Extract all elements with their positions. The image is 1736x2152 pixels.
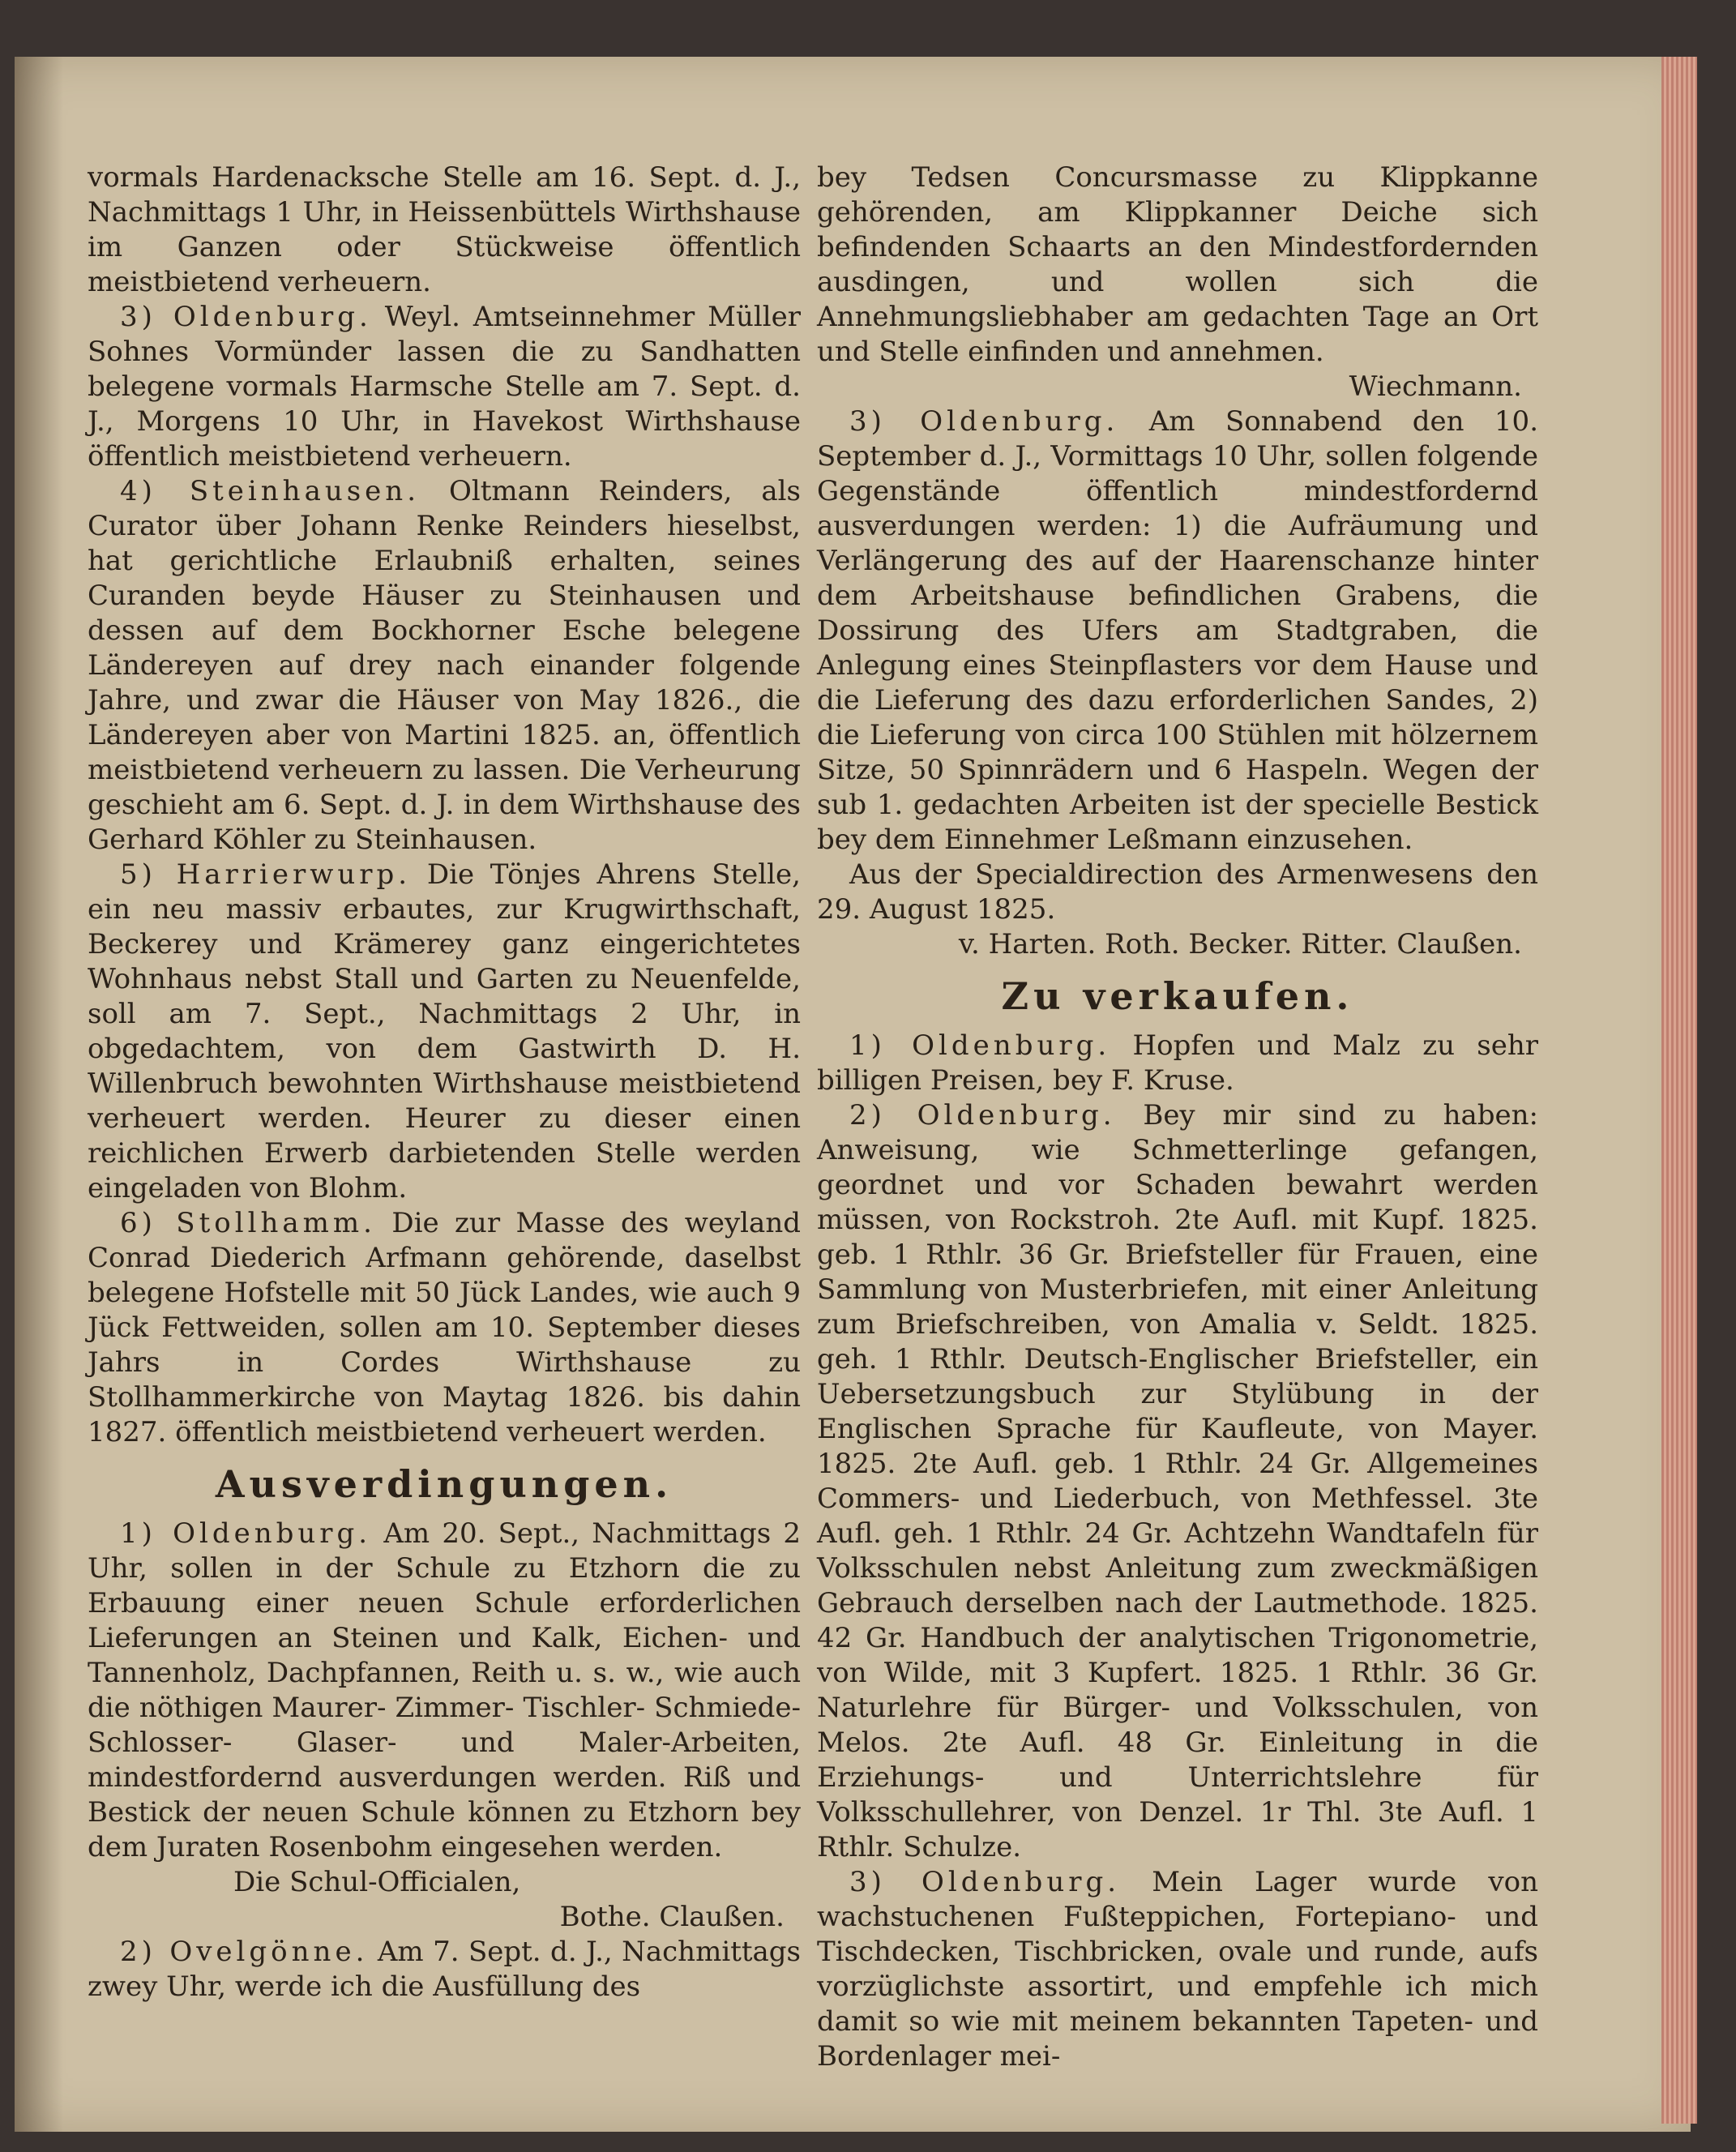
- page-gutter-shadow: [15, 57, 63, 2132]
- notice-paragraph: [88, 1517, 801, 1865]
- notice-text: Oltmann Reinders, als Curator über Johann Renke Reinders hieselbst, hat gerichtliche Erlaubniß erhalten, seines Curanden beyde Häuser zu Steinhausen und dessen auf dem Bockhorner Esche belegene Ländereyen auf drey nach einander folgende Jahre, und zwar die Häuser von May 1826., die Ländereyen aber von Martini 1825. an, öffentlich meistbietend verheuern zu lassen. Die Verheurung geschieht am 6. Sept. d. J. in dem Wirthshause des Gerhard Köhler zu Steinhausen.: [88, 475, 801, 856]
- notice-text: Mein Lager wurde von wachstuchenen Fußteppichen, Fortepiano- und Tischdecken, Tischbricken, ovale und runde, aufs vorzüglichste assortirt, und empfehle ich mich damit so wie mit meinem bekannten Tapeten- und Bordenlager mei-: [817, 1866, 1538, 2073]
- notice-text: Am 7. Sept. d. J., Nachmittags zwey Uhr, werde ich die Ausfüllung des: [88, 1936, 802, 2003]
- right-column: [817, 160, 1538, 2074]
- notice-paragraph: [88, 1935, 801, 2004]
- paragraph: Aus der Specialdirection des Armenwesens den 29. August 1825.: [817, 858, 1538, 926]
- signature-names: Bothe. Claußen.: [559, 1901, 785, 1933]
- notice-paragraph: [88, 1206, 801, 1450]
- notice-text: Die Tönjes Ahrens Stelle, ein neu massiv erbautes, zur Krugwirthschaft, Beckerey und Krämerey ganz eingerichtetes Wohnhaus nebst Stall und Garten zu Neuenfelde, soll am 7. Sept., Nachmittags 2 Uhr, in obgedachtem, von dem Gastwirth D. H. Willenbruch bewohnten Wirthshause meistbietend verheuert werden. Heurer zu dieser einen reichlichen Erwerb darbietenden Stelle werden eingeladen von Blohm.: [88, 858, 801, 1204]
- notice-text: Am Sonnabend den 10. September d. J., Vormittags 10 Uhr, sollen folgende Gegenstände öffentlich mindestfordernd ausverdungen werden: 1) die Aufräumung und Verlängerung des auf der Haarenschanze hinter dem Arbeitshause befindlichen Grabens, die Dossirung des Ufers am Stadtgraben, die Anlegung eines Steinpflasters vor dem Hause und die Lieferung des dazu erforderlichen Sandes, 2) die Lieferung von circa 100 Stühlen mit hölzernem Sitze, 50 Spinnrädern und 6 Haspeln. Wegen der sub 1. gedachten Arbeiten ist der specielle Bestick bey dem Einnehmer Leßmann einzusehen.: [817, 405, 1538, 856]
- notice-text: Weyl. Amtseinnehmer Müller Sohnes Vormünder lassen die zu Sandhatten belegene vormals Harmsche Stelle am 7. Sept. d. J., Morgens 10 Uhr, in Havekost Wirthshause öffentlich meistbietend verheuern.: [88, 301, 801, 473]
- notice-text: Die zur Masse des weyland Conrad Diederich Arfmann gehörende, daselbst belegene Hofstelle mit 50 Jück Landes, wie auch 9 Jück Fettweiden, sollen am 10. September dieses Jahrs in Cordes Wirthshause zu Stollhammerkirche von Maytag 1826. bis dahin 1827. öffentlich meistbietend verheuert werden.: [88, 1207, 801, 1448]
- place-name: 6) Stollhamm.: [120, 1207, 376, 1239]
- signature-line: Wiechmann.: [1349, 370, 1522, 403]
- place-name: 5) Harrierwurp.: [120, 858, 412, 891]
- place-name: 4) Steinhausen.: [120, 475, 421, 507]
- paragraph: vormals Hardenacksche Stelle am 16. Sept. d. J., Nachmittags 1 Uhr, in Heissenbüttels Wirthshause im Ganzen oder Stückweise öffentlich meistbietend verheuern.: [88, 161, 801, 298]
- place-name: 2) Oldenburg.: [849, 1099, 1116, 1132]
- notice-paragraph: [817, 1029, 1538, 1098]
- place-name: 2) Ovelgönne.: [120, 1936, 369, 1968]
- notice-paragraph: [88, 300, 801, 474]
- left-column: [88, 160, 801, 2004]
- page-edge-stack: [1661, 57, 1697, 2124]
- notice-text: Bey mir sind zu haben: Anweisung, wie Schmetterlinge gefangen, geordnet und vor Schaden bewahrt werden müssen, von Rockstroh. 2te Aufl. mit Kupf. 1825. geb. 1 Rthlr. 36 Gr. Briefsteller für Frauen, eine Sammlung von Musterbriefen, mit einer Anleitung zum Briefschreiben, von Amalia v. Seldt. 1825. geh. 1 Rthlr. Deutsch-Englischer Briefsteller, ein Uebersetzungsbuch zur Stylübung in der Englischen Sprache für Kaufleute, von Mayer. 1825. 2te Aufl. geb. 1 Rthlr. 24 Gr. Allgemeines Commers- und Liederbuch, von Methfessel. 3te Aufl. geh. 1 Rthlr. 24 Gr. Achtzehn Wandtafeln für Volksschulen nebst Anleitung zum zweckmäßigen Gebrauch derselben nach der Lautmethode. 1825. 42 Gr. Handbuch der analytischen Trigonometrie, von Wilde, mit 3 Kupfert. 1825. 1 Rthlr. 36 Gr. Naturlehre für Bürger- und Volksschulen, von Melos. 2te Aufl. 48 Gr. Einleitung in die Erziehungs- und Unterrichtslehre für Volksschullehrer, von Denzel. 1r Thl. 3te Aufl. 1 Rthlr. Schulze.: [817, 1099, 1538, 1863]
- signature-line: Die Schul-Officialen,: [233, 1866, 521, 1898]
- notice-text: Am 20. Sept., Nachmittags 2 Uhr, sollen in der Schule zu Etzhorn die zu Erbauung einer neuen Schule erforderlichen Lieferungen an Steinen und Kalk, Eichen- und Tannenholz, Dachpfannen, Reith u. s. w., wie auch die nöthigen Maurer- Zimmer- Tischler- Schmiede- Schlosser- Glaser- und Maler-Arbeiten, mindestfordernd ausverdungen werden. Riß und Bestick der neuen Schule können zu Etzhorn bey dem Juraten Rosenbohm eingesehen werden.: [88, 1517, 801, 1863]
- notice-paragraph: [817, 1865, 1538, 2074]
- place-name: 3) Oldenburg.: [849, 405, 1119, 438]
- place-name: 3) Oldenburg.: [849, 1866, 1121, 1898]
- notice-paragraph: [88, 474, 801, 858]
- notice-paragraph: [817, 1098, 1538, 1865]
- signature-names: v. Harten. Roth. Becker. Ritter. Claußen.: [958, 928, 1522, 960]
- paragraph: bey Tedsen Concursmasse zu Klippkanne gehörenden, am Klippkanner Deiche sich befindenden Schaarts an den Mindestfordernden ausdingen, und wollen sich die Annehmungsliebhaber am gedachten Tage an Ort und Stelle einfinden und annehmen.: [817, 161, 1538, 368]
- notice-paragraph: [88, 858, 801, 1206]
- scan-background: [0, 0, 1736, 57]
- section-heading-zu-verkaufen: Zu verkaufen.: [1001, 974, 1354, 1018]
- place-name: 1) Oldenburg.: [849, 1029, 1111, 1062]
- section-heading-ausverdingungen: Ausverdingungen.: [215, 1462, 673, 1506]
- place-name: 3) Oldenburg.: [120, 301, 372, 333]
- notice-paragraph: [817, 404, 1538, 858]
- notice-text: Hopfen und Malz zu sehr billigen Preisen, bey F. Kruse.: [817, 1029, 1538, 1097]
- place-name: 1) Oldenburg.: [120, 1517, 372, 1550]
